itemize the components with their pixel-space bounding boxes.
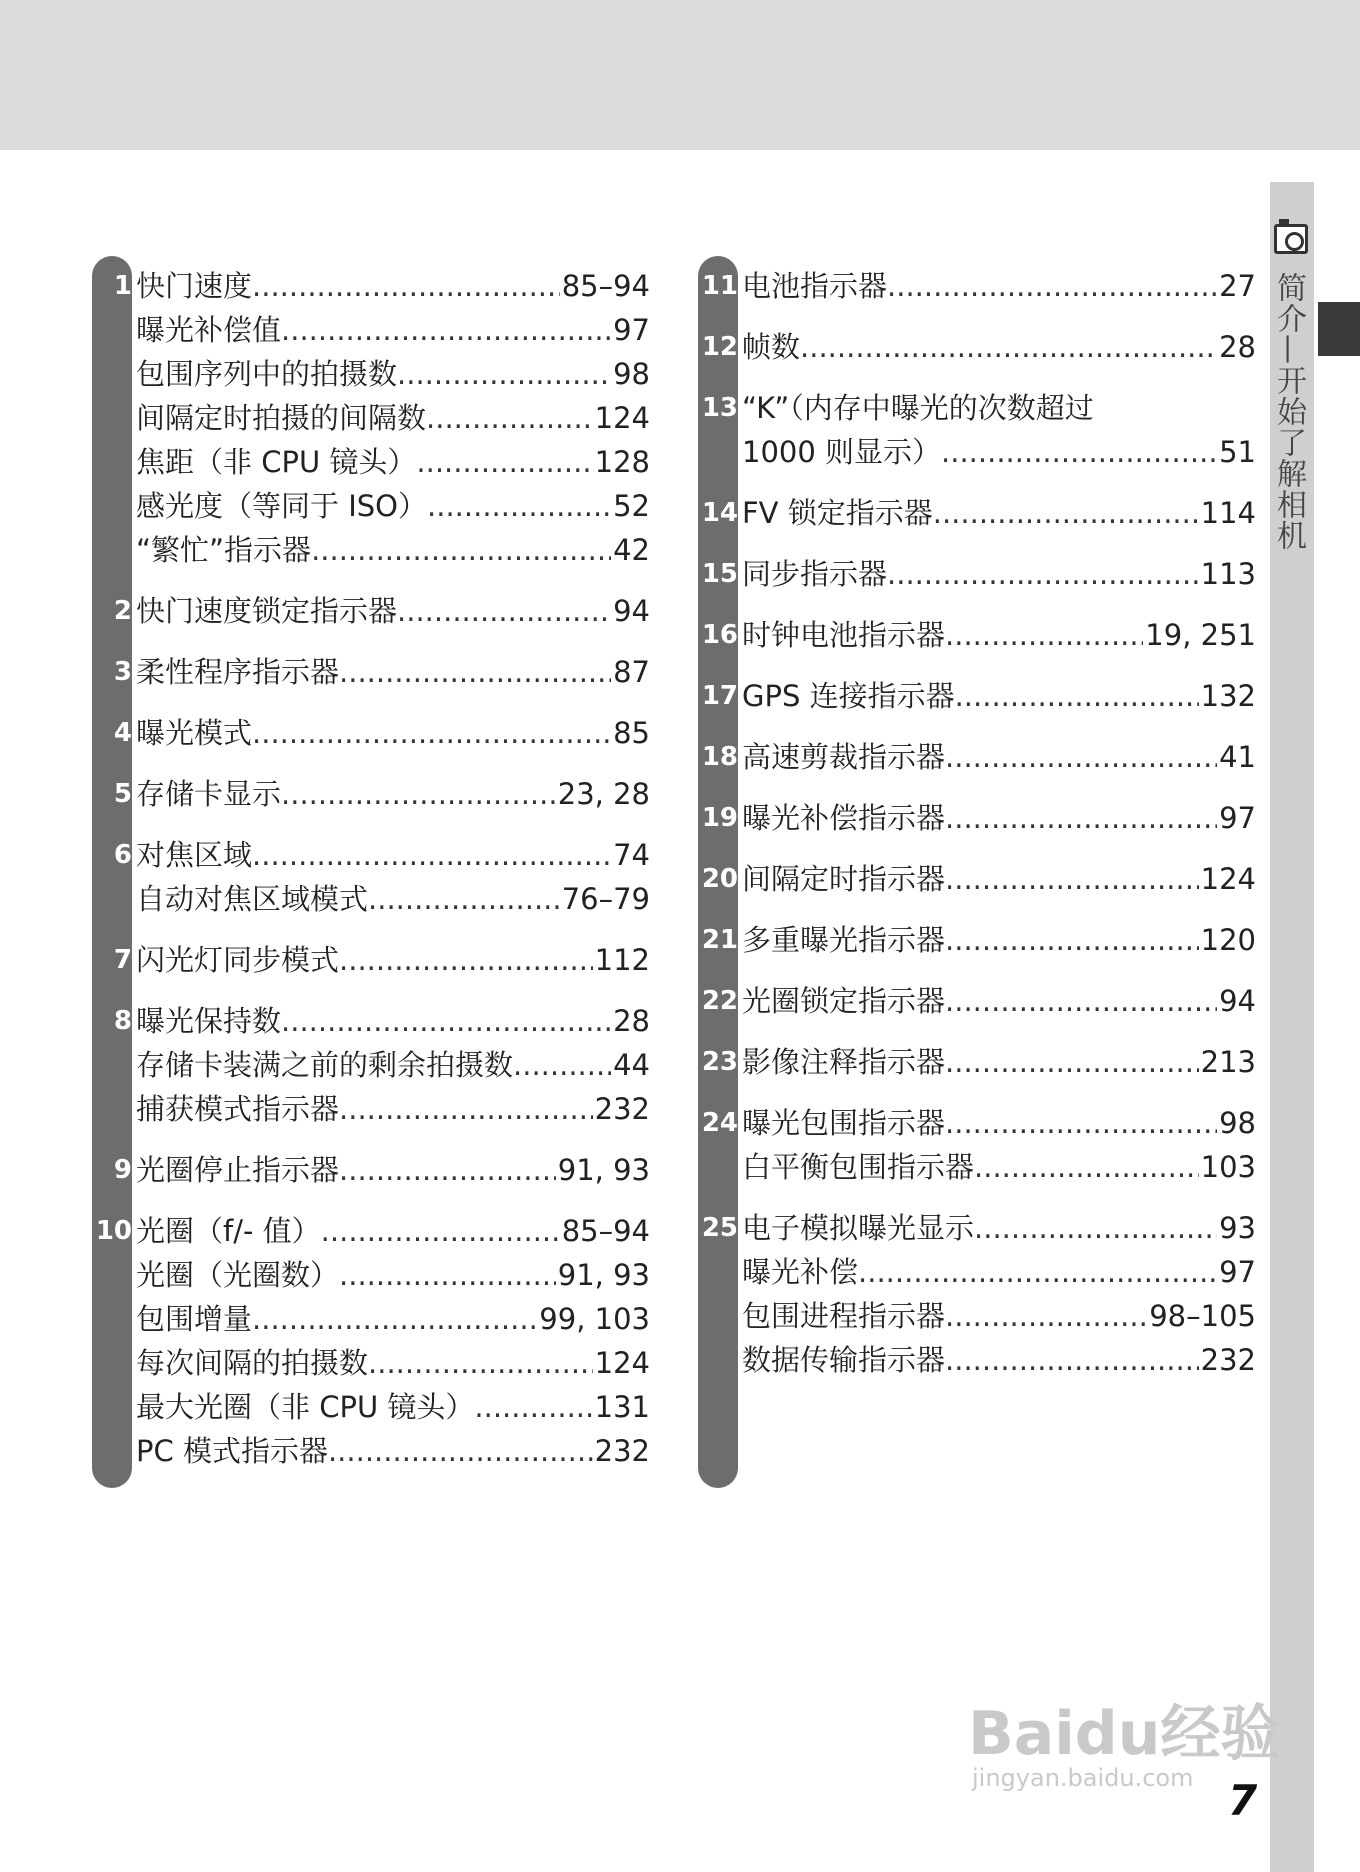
legend-row [113, 1148, 650, 1192]
dot-leader [368, 1341, 593, 1385]
legend-number: 16 [701, 620, 738, 650]
legend-row [701, 979, 1256, 1023]
legend-number: 9 [113, 1155, 132, 1185]
page-reference: 113 [1200, 557, 1256, 591]
legend-number: 19 [701, 803, 738, 833]
legend-group [113, 999, 650, 1131]
legend-row [701, 491, 1256, 535]
legend-number: 21 [701, 925, 738, 955]
legend-row [701, 552, 1256, 596]
page-reference: 124 [594, 1346, 650, 1380]
legend-label: 间隔定时拍摄的间隔数 [136, 401, 427, 435]
page-reference: 94 [1219, 984, 1256, 1018]
legend-label: 曝光包围指示器 [742, 1106, 946, 1140]
legend-line [742, 918, 1256, 962]
legend-row [136, 528, 650, 572]
legend-label: 包围增量 [136, 1302, 253, 1336]
dot-leader [339, 1087, 593, 1131]
page-reference: 52 [613, 489, 650, 523]
legend-group [95, 1209, 650, 1473]
dot-leader [945, 1338, 1199, 1382]
legend-row [136, 352, 650, 396]
legend-label: 曝光模式 [136, 716, 253, 750]
page-reference: 44 [613, 1048, 650, 1082]
legend-row [742, 1250, 1256, 1294]
legend-line [136, 1429, 650, 1473]
page-reference: 232 [594, 1092, 650, 1126]
dot-leader [941, 430, 1217, 474]
legend-row [701, 1206, 1256, 1250]
legend-line [136, 484, 650, 528]
legend-line [742, 1250, 1256, 1294]
legend-line [136, 589, 650, 633]
legend-label: 曝光补偿值 [136, 313, 282, 347]
legend-row [701, 674, 1256, 718]
legend-line [136, 999, 650, 1043]
legend-row [136, 1297, 650, 1341]
dot-leader [252, 833, 611, 877]
legend-label: 电子模拟曝光显示 [742, 1211, 975, 1245]
dot-leader [945, 735, 1217, 779]
legend-group [701, 674, 1256, 718]
legend-line [136, 1341, 650, 1385]
legend-row [742, 1338, 1256, 1382]
legend-number: 18 [701, 742, 738, 772]
legend-row [136, 877, 650, 921]
legend-number: 7 [113, 945, 132, 975]
page-reference: 93 [1219, 1211, 1256, 1245]
legend-group [113, 833, 650, 921]
dot-leader [339, 1253, 556, 1297]
legend-group [701, 979, 1256, 1023]
page-reference: 213 [1200, 1045, 1256, 1079]
legend-label: 包围进程指示器 [742, 1299, 946, 1333]
legend-line [136, 1297, 650, 1341]
baidu-watermark: Baidu经验 [968, 1699, 1281, 1769]
legend-line [742, 613, 1256, 657]
page-reference: 98 [613, 357, 650, 391]
legend-line [136, 264, 650, 308]
legend-group [113, 711, 650, 755]
dot-leader [800, 325, 1217, 369]
legend-row [113, 772, 650, 816]
legend-number: 13 [701, 393, 738, 423]
legend-label: 光圈锁定指示器 [742, 984, 946, 1018]
legend-row [113, 264, 650, 308]
legend-row [113, 938, 650, 982]
legend-line [136, 528, 650, 572]
page-reference: 131 [594, 1390, 650, 1424]
legend-row [701, 386, 1256, 430]
legend-label: 每次间隔的拍摄数 [136, 1346, 369, 1380]
legend-row [701, 857, 1256, 901]
page-number: 7 [1228, 1776, 1258, 1825]
legend-label: 快门速度 [136, 269, 253, 303]
legend-number: 11 [701, 271, 738, 301]
page-reference: 28 [613, 1004, 650, 1038]
page-reference: 94 [613, 594, 650, 628]
dot-leader [887, 552, 1199, 596]
dot-leader [427, 484, 611, 528]
dot-leader [321, 1209, 560, 1253]
legend-group [113, 1148, 650, 1192]
legend-label: “繁忙”指示器 [136, 533, 312, 567]
page-reference: 114 [1200, 496, 1256, 530]
legend-line [742, 1145, 1256, 1189]
dot-leader [328, 1429, 593, 1473]
legend-label: 电池指示器 [742, 269, 888, 303]
page-reference: 27 [1219, 269, 1256, 303]
legend-line [136, 772, 650, 816]
dot-leader [339, 650, 611, 694]
page-reference: 91, 93 [557, 1258, 650, 1292]
legend-group [701, 386, 1256, 474]
dot-leader [974, 1206, 1217, 1250]
dot-leader [945, 1101, 1217, 1145]
legend-line [136, 650, 650, 694]
legend-label: 时钟电池指示器 [742, 618, 946, 652]
legend-group [701, 613, 1256, 657]
legend-group [701, 491, 1256, 535]
legend-row [742, 430, 1256, 474]
legend-line [136, 1087, 650, 1131]
dot-leader [397, 589, 611, 633]
legend-label: 曝光保持数 [136, 1004, 282, 1038]
legend-label: 焦距（非 CPU 镜头） [136, 445, 417, 479]
legend-label: 快门速度锁定指示器 [136, 594, 398, 628]
legend-label: 曝光补偿指示器 [742, 801, 946, 835]
legend-row [136, 440, 650, 484]
chapter-title: 简介—开始了解相机 [1271, 272, 1306, 551]
legend-row [701, 1101, 1256, 1145]
top-header-band [0, 0, 1360, 150]
legend-label: 间隔定时指示器 [742, 862, 946, 896]
legend-number: 2 [113, 596, 132, 626]
legend-number: 8 [113, 1006, 132, 1036]
page-reference: 19, 251 [1145, 618, 1256, 652]
dot-leader [368, 877, 560, 921]
legend-line [742, 735, 1256, 779]
dot-leader [474, 1385, 592, 1429]
legend-row [701, 613, 1256, 657]
dot-leader [252, 711, 611, 755]
legend-number: 15 [701, 559, 738, 589]
legend-label: 光圈（光圈数） [136, 1258, 340, 1292]
right-legend-column [701, 264, 1256, 1399]
page-reference: 97 [613, 313, 650, 347]
legend-number: 22 [701, 986, 738, 1016]
dot-leader [945, 796, 1217, 840]
legend-line [136, 1209, 650, 1253]
legend-row [95, 1209, 650, 1253]
page-reference: 99, 103 [539, 1302, 650, 1336]
legend-group [113, 650, 650, 694]
legend-label: 多重曝光指示器 [742, 923, 946, 957]
legend-row [113, 650, 650, 694]
page-reference: 85 [613, 716, 650, 750]
legend-row [136, 1429, 650, 1473]
page-reference: 98 [1219, 1106, 1256, 1140]
legend-number: 10 [95, 1216, 132, 1246]
legend-number: 12 [701, 332, 738, 362]
legend-number: 17 [701, 681, 738, 711]
legend-line [742, 1294, 1256, 1338]
legend-group [701, 264, 1256, 308]
dot-leader [887, 264, 1217, 308]
legend-number: 14 [701, 498, 738, 528]
chapter-marker [1318, 302, 1360, 356]
page-reference: 132 [1200, 679, 1256, 713]
legend-label: 曝光补偿 [742, 1255, 859, 1289]
dot-leader [416, 440, 592, 484]
dot-leader [945, 979, 1217, 1023]
legend-row [701, 1040, 1256, 1084]
legend-line [742, 1206, 1256, 1250]
legend-line [742, 491, 1256, 535]
legend-line [136, 352, 650, 396]
page-reference: 42 [613, 533, 650, 567]
legend-label: “K”（内存中曝光的次数超过 [742, 391, 1094, 425]
dot-leader [933, 491, 1199, 535]
page-reference: 120 [1200, 923, 1256, 957]
legend-label: 包围序列中的拍摄数 [136, 357, 398, 391]
page-reference: 41 [1219, 740, 1256, 774]
legend-line [136, 877, 650, 921]
legend-line [136, 1385, 650, 1429]
legend-label: GPS 连接指示器 [742, 679, 955, 713]
page-reference: 23, 28 [557, 777, 650, 811]
legend-label: 最大光圈（非 CPU 镜头） [136, 1390, 475, 1424]
legend-label: 帧数 [742, 330, 801, 364]
legend-row [136, 308, 650, 352]
legend-row [113, 999, 650, 1043]
page-reference: 128 [594, 445, 650, 479]
camera-icon [1274, 224, 1308, 254]
legend-line [742, 674, 1256, 718]
legend-line [742, 386, 1256, 430]
legend-line [742, 1338, 1256, 1382]
legend-group [701, 552, 1256, 596]
legend-row [701, 264, 1256, 308]
page-reference: 97 [1219, 1255, 1256, 1289]
legend-label: 柔性程序指示器 [136, 655, 340, 689]
legend-row [113, 711, 650, 755]
legend-row [136, 1087, 650, 1131]
legend-label: 闪光灯同步模式 [136, 943, 340, 977]
legend-row [136, 396, 650, 440]
page-reference: 112 [594, 943, 650, 977]
page-reference: 76–79 [561, 882, 650, 916]
legend-row [701, 796, 1256, 840]
legend-row [742, 1294, 1256, 1338]
legend-line [136, 396, 650, 440]
legend-row [701, 325, 1256, 369]
legend-label: 自动对焦区域模式 [136, 882, 369, 916]
dot-leader [252, 264, 560, 308]
legend-label: 存储卡显示 [136, 777, 282, 811]
legend-line [742, 430, 1256, 474]
dot-leader [945, 613, 1143, 657]
legend-number: 20 [701, 864, 738, 894]
legend-line [136, 1148, 650, 1192]
legend-number: 3 [113, 657, 132, 687]
legend-number: 1 [113, 271, 132, 301]
legend-row [136, 1385, 650, 1429]
legend-row [113, 589, 650, 633]
page-reference: 91, 93 [557, 1153, 650, 1187]
legend-row [113, 833, 650, 877]
dot-leader [311, 528, 611, 572]
page-reference: 232 [594, 1434, 650, 1468]
legend-label: 高速剪裁指示器 [742, 740, 946, 774]
legend-number: 25 [701, 1213, 738, 1243]
dot-leader [252, 1297, 537, 1341]
dot-leader [974, 1145, 1199, 1189]
legend-row [136, 484, 650, 528]
legend-group [113, 938, 650, 982]
legend-label: 1000 则显示） [742, 435, 942, 469]
dot-leader [945, 857, 1199, 901]
legend-label: FV 锁定指示器 [742, 496, 933, 530]
dot-leader [945, 1040, 1199, 1084]
dot-leader [281, 772, 556, 816]
legend-row [701, 918, 1256, 962]
legend-label: 对焦区域 [136, 838, 253, 872]
legend-group [701, 1206, 1256, 1382]
legend-number: 24 [701, 1108, 738, 1138]
legend-label: 影像注释指示器 [742, 1045, 946, 1079]
legend-row [136, 1341, 650, 1385]
page-reference: 85–94 [561, 269, 650, 303]
legend-label: PC 模式指示器 [136, 1434, 328, 1468]
page-reference: 28 [1219, 330, 1256, 364]
legend-line [136, 833, 650, 877]
legend-group [701, 796, 1256, 840]
legend-group [113, 264, 650, 572]
page-reference: 232 [1200, 1343, 1256, 1377]
dot-leader [945, 918, 1199, 962]
dot-leader [281, 999, 611, 1043]
legend-group [701, 1101, 1256, 1189]
dot-leader [945, 1294, 1147, 1338]
legend-group [701, 325, 1256, 369]
legend-row [136, 1043, 650, 1087]
legend-label: 感光度（等同于 ISO） [136, 489, 428, 523]
page-reference: 97 [1219, 801, 1256, 835]
dot-leader [397, 352, 611, 396]
legend-row [701, 735, 1256, 779]
legend-group [701, 857, 1256, 901]
legend-number: 6 [113, 840, 132, 870]
legend-line [742, 1101, 1256, 1145]
legend-group [113, 589, 650, 633]
dot-leader [339, 1148, 556, 1192]
legend-group [701, 735, 1256, 779]
legend-label: 光圈（f/- 值） [136, 1214, 321, 1248]
legend-row [742, 1145, 1256, 1189]
dot-leader [513, 1043, 611, 1087]
legend-number: 23 [701, 1047, 738, 1077]
dot-leader [339, 938, 593, 982]
legend-line [136, 1043, 650, 1087]
legend-label: 数据传输指示器 [742, 1343, 946, 1377]
legend-line [742, 796, 1256, 840]
legend-line [742, 979, 1256, 1023]
page-reference: 98–105 [1149, 1299, 1256, 1333]
legend-line [742, 264, 1256, 308]
legend-label: 光圈停止指示器 [136, 1153, 340, 1187]
legend-group [701, 918, 1256, 962]
dot-leader [281, 308, 611, 352]
page-reference: 87 [613, 655, 650, 689]
baidu-site-watermark: jingyan.baidu.com [972, 1764, 1194, 1792]
legend-line [136, 308, 650, 352]
page-reference: 124 [594, 401, 650, 435]
legend-line [742, 325, 1256, 369]
legend-line [742, 552, 1256, 596]
legend-number: 5 [113, 779, 132, 809]
legend-number: 4 [113, 718, 132, 748]
legend-label: 同步指示器 [742, 557, 888, 591]
legend-group [113, 772, 650, 816]
left-legend-column [95, 264, 650, 1490]
page-reference: 103 [1200, 1150, 1256, 1184]
legend-line [742, 1040, 1256, 1084]
page-reference: 51 [1219, 435, 1256, 469]
legend-line [136, 711, 650, 755]
dot-leader [955, 674, 1199, 718]
legend-line [742, 857, 1256, 901]
legend-line [136, 1253, 650, 1297]
page-reference: 124 [1200, 862, 1256, 896]
legend-row [136, 1253, 650, 1297]
legend-label: 捕获模式指示器 [136, 1092, 340, 1126]
legend-line [136, 938, 650, 982]
legend-label: 白平衡包围指示器 [742, 1150, 975, 1184]
legend-group [701, 1040, 1256, 1084]
page-reference: 85–94 [561, 1214, 650, 1248]
dot-leader [858, 1250, 1217, 1294]
dot-leader [426, 396, 593, 440]
page-reference: 74 [613, 838, 650, 872]
legend-label: 存储卡装满之前的剩余拍摄数 [136, 1048, 514, 1082]
legend-line [136, 440, 650, 484]
